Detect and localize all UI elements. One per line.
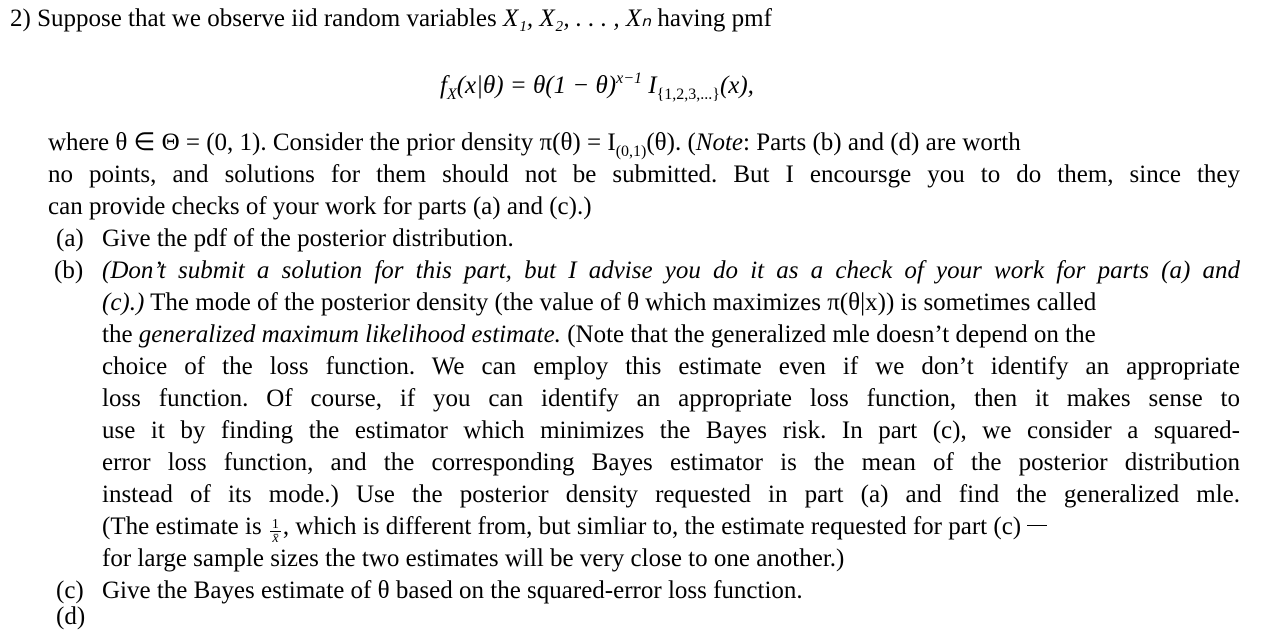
para-line-2: no points, and solutions for them should not be submitted. But I encoursge you to do them, since they: [48, 161, 1240, 188]
formula-exponent: x−1: [616, 70, 642, 87]
part-b-line-10: for large sample sizes the two estimates will be very close to one another.): [102, 545, 845, 572]
formula-indicator: I: [648, 72, 657, 99]
pmf-formula: [440, 64, 754, 110]
part-b-l2-italic: (c).): [102, 289, 145, 316]
part-b-line-2: [102, 288, 1096, 318]
part-c-text: Give the Bayes estimate of θ based on the squared-error loss function.: [102, 577, 803, 604]
part-a-label: (a): [56, 225, 84, 252]
part-b-line-4: choice of the loss function. We can employ this estimate even if we don’t identify an appropriate: [102, 353, 1240, 380]
problem-variables: X₁, X₂, . . . , Xₙ: [502, 5, 652, 32]
para-l1-a: where θ ∈ Θ = (0, 1). Consider the prior density π(θ) = I: [48, 129, 616, 156]
part-b-l3-a: the: [102, 321, 139, 348]
part-a-text: Give the pdf of the posterior distribution.: [102, 225, 514, 252]
part-b-l3-italic: generalized maximum likelihood estimate.: [138, 321, 561, 348]
formula-f-sub: X: [446, 86, 457, 103]
part-d-label-clipped: [56, 602, 96, 630]
part-b-line-7: error loss function, and the corresponding Bayes estimator is the mean of the posterior distribution: [102, 449, 1240, 476]
fraction-numerator: 1: [271, 517, 279, 532]
part-b-l9-a: (The estimate is: [102, 513, 268, 540]
para-l1-sub: (0,1): [615, 143, 647, 160]
part-b-line-8: instead of its mode.) Use the posterior density requested in part (a) and find the generalized mle.: [102, 481, 1240, 508]
formula-args: (x|θ) = θ(1 − θ): [456, 72, 617, 99]
part-b-line-9: [102, 512, 1047, 545]
para-l1-b: (θ). (: [646, 129, 696, 156]
part-b-l3-b: (Note that the generalized mle doesn’t depend on the: [560, 321, 1096, 348]
part-d-label: (d): [56, 603, 86, 630]
em-dash-rule: [1027, 525, 1047, 526]
part-b-line-6: use it by finding the estimator which minimizes the Bayes risk. In part (c), we consider a squared-: [102, 417, 1240, 444]
para-l1-c: : Parts (b) and (d) are worth: [743, 129, 1021, 156]
part-b-line-1: (Don’t submit a solution for this part, but I advise you do it as a check of your work for parts (a) and: [102, 257, 1240, 284]
part-c-label: (c): [56, 577, 84, 604]
problem-number: 2): [10, 5, 31, 32]
fraction-one-over-xbar: [270, 518, 281, 545]
part-b-l2-rest: The mode of the posterior density (the value of θ which maximizes π(θ|x)) is sometimes called: [144, 289, 1097, 316]
part-b-line-3: [102, 320, 1096, 350]
part-b-line-5: loss function. Of course, if you can identify an appropriate loss function, then it makes sense to: [102, 385, 1240, 412]
part-b-label: (b): [54, 257, 84, 284]
para-l1-note: Note: [695, 129, 744, 156]
formula-end: (x),: [719, 72, 754, 99]
problem-intro-line: [10, 4, 772, 34]
fraction-denominator: x̄: [272, 531, 279, 546]
problem-intro-text: Suppose that we observe iid random variables: [37, 5, 503, 32]
formula-indicator-sub: {1,2,3,...}: [656, 86, 720, 103]
para-line-3: can provide checks of your work for parts (a) and (c).): [48, 193, 592, 220]
problem-intro-end: having pmf: [651, 5, 772, 32]
formula-f: f: [440, 72, 447, 99]
part-b-l9-b: , which is different from, but simliar to, the estimate requested for part (c): [282, 513, 1022, 540]
